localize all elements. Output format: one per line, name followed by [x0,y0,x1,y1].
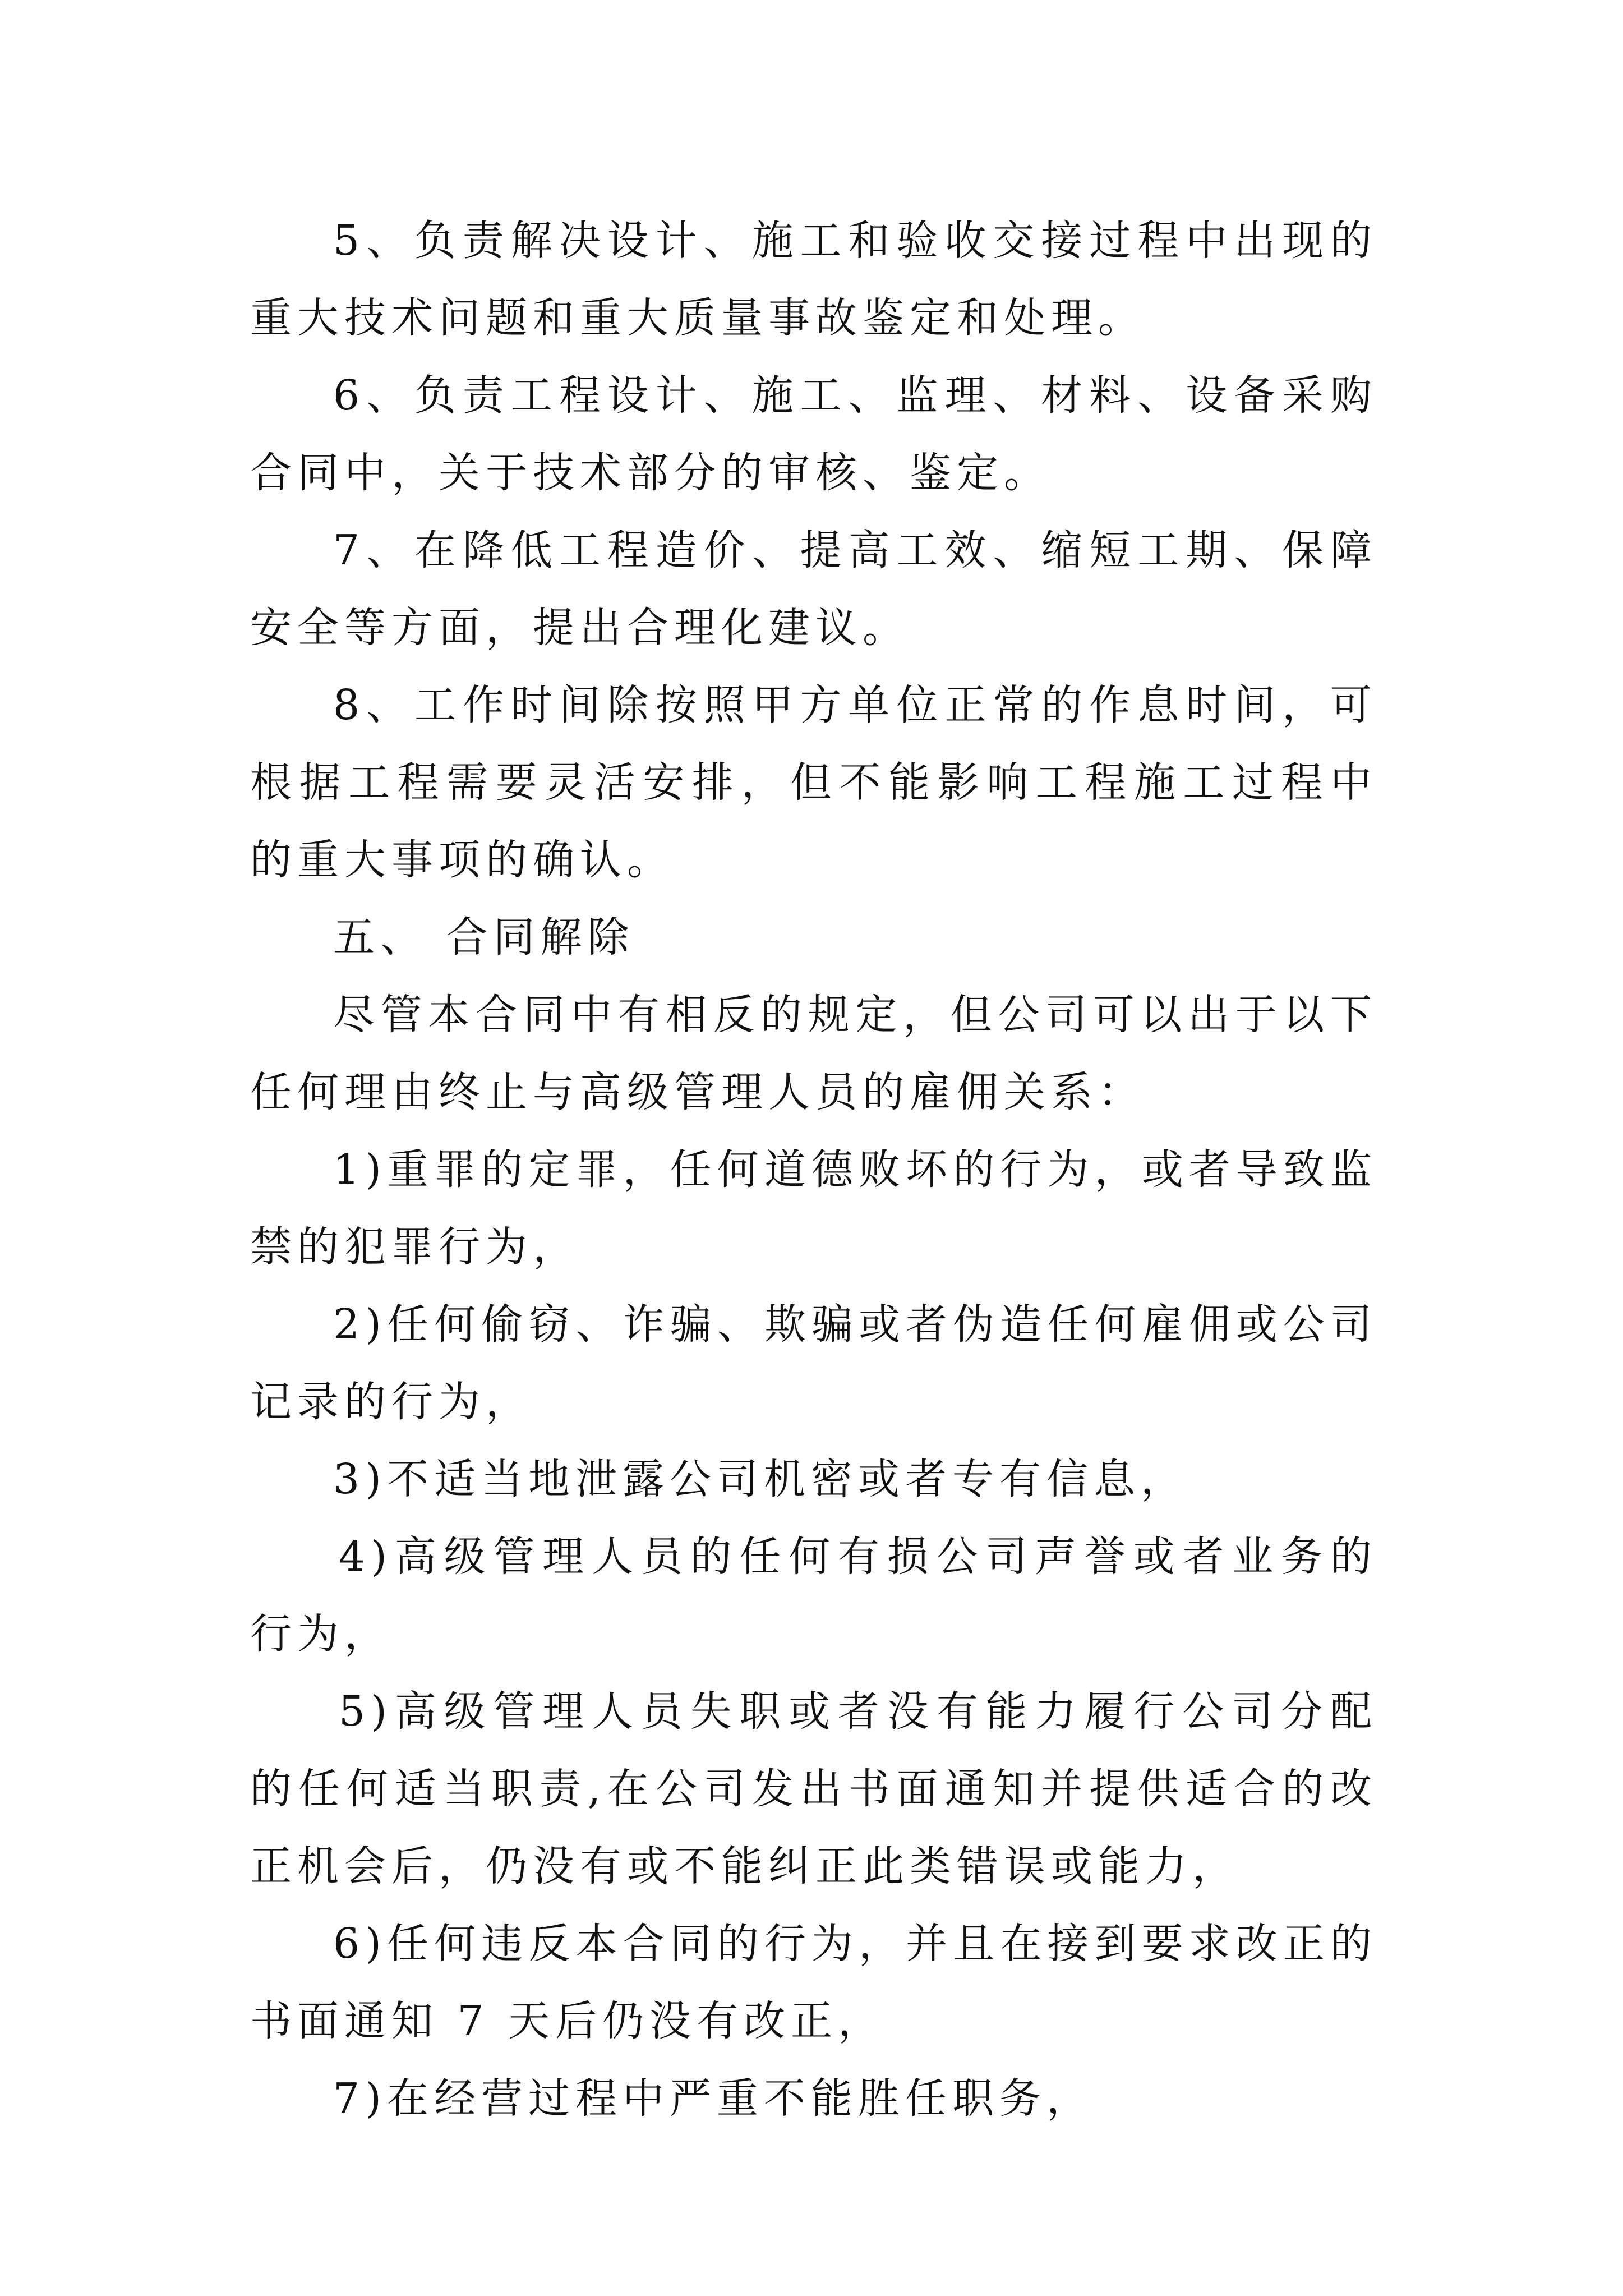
section-heading: 五、 合同解除 [333,913,635,961]
paragraph-item-8: 8、工作时间除按照甲方单位正常的作息时间，可根据工程需要灵活安排，但不能影响工程施工过程中的重大事项的确认。 [250,681,1377,884]
paragraph-item-6: 6、负责工程设计、施工、监理、材料、设备采购合同中，关于技术部分的审核、鉴定。 [250,371,1377,497]
termination-clause-5: 5)高级管理人员失职或者没有能力履行公司分配的任何适当职责,在公司发出书面通知并提供适合的改正机会后，仍没有或不能纠正此类错误或能力， [250,1687,1377,1890]
section-intro: 尽管本合同中有相反的规定，但公司可以出于以下任何理由终止与高级管理人员的雇佣关系： [250,991,1377,1116]
termination-clause-3: 3)不适当地泄露公司机密或者专有信息， [333,1455,1188,1503]
termination-clause-2: 2)任何偷窃、诈骗、欺骗或者伪造任何雇佣或公司记录的行为， [250,1300,1377,1426]
paragraph-item-7: 7、在降低工程造价、提高工效、缩短工期、保障安全等方面，提出合理化建议。 [250,526,1377,652]
document-body [250,202,1377,2137]
termination-clause-7: 7)在经营过程中严重不能胜任职务， [333,2074,1094,2123]
termination-clause-6: 6)任何违反本合同的行为，并且在接到要求改正的书面通知 7 天后仍没有改正， [250,1920,1377,2045]
termination-clause-4: 4)高级管理人员的任何有损公司声誉或者业务的行为， [250,1533,1377,1658]
termination-clause-1: 1)重罪的定罪，任何道德败坏的行为，或者导致监禁的犯罪行为， [250,1145,1377,1271]
paragraph-item-5: 5、负责解决设计、施工和验收交接过程中出现的重大技术问题和重大质量事故鉴定和处理。 [250,217,1377,342]
